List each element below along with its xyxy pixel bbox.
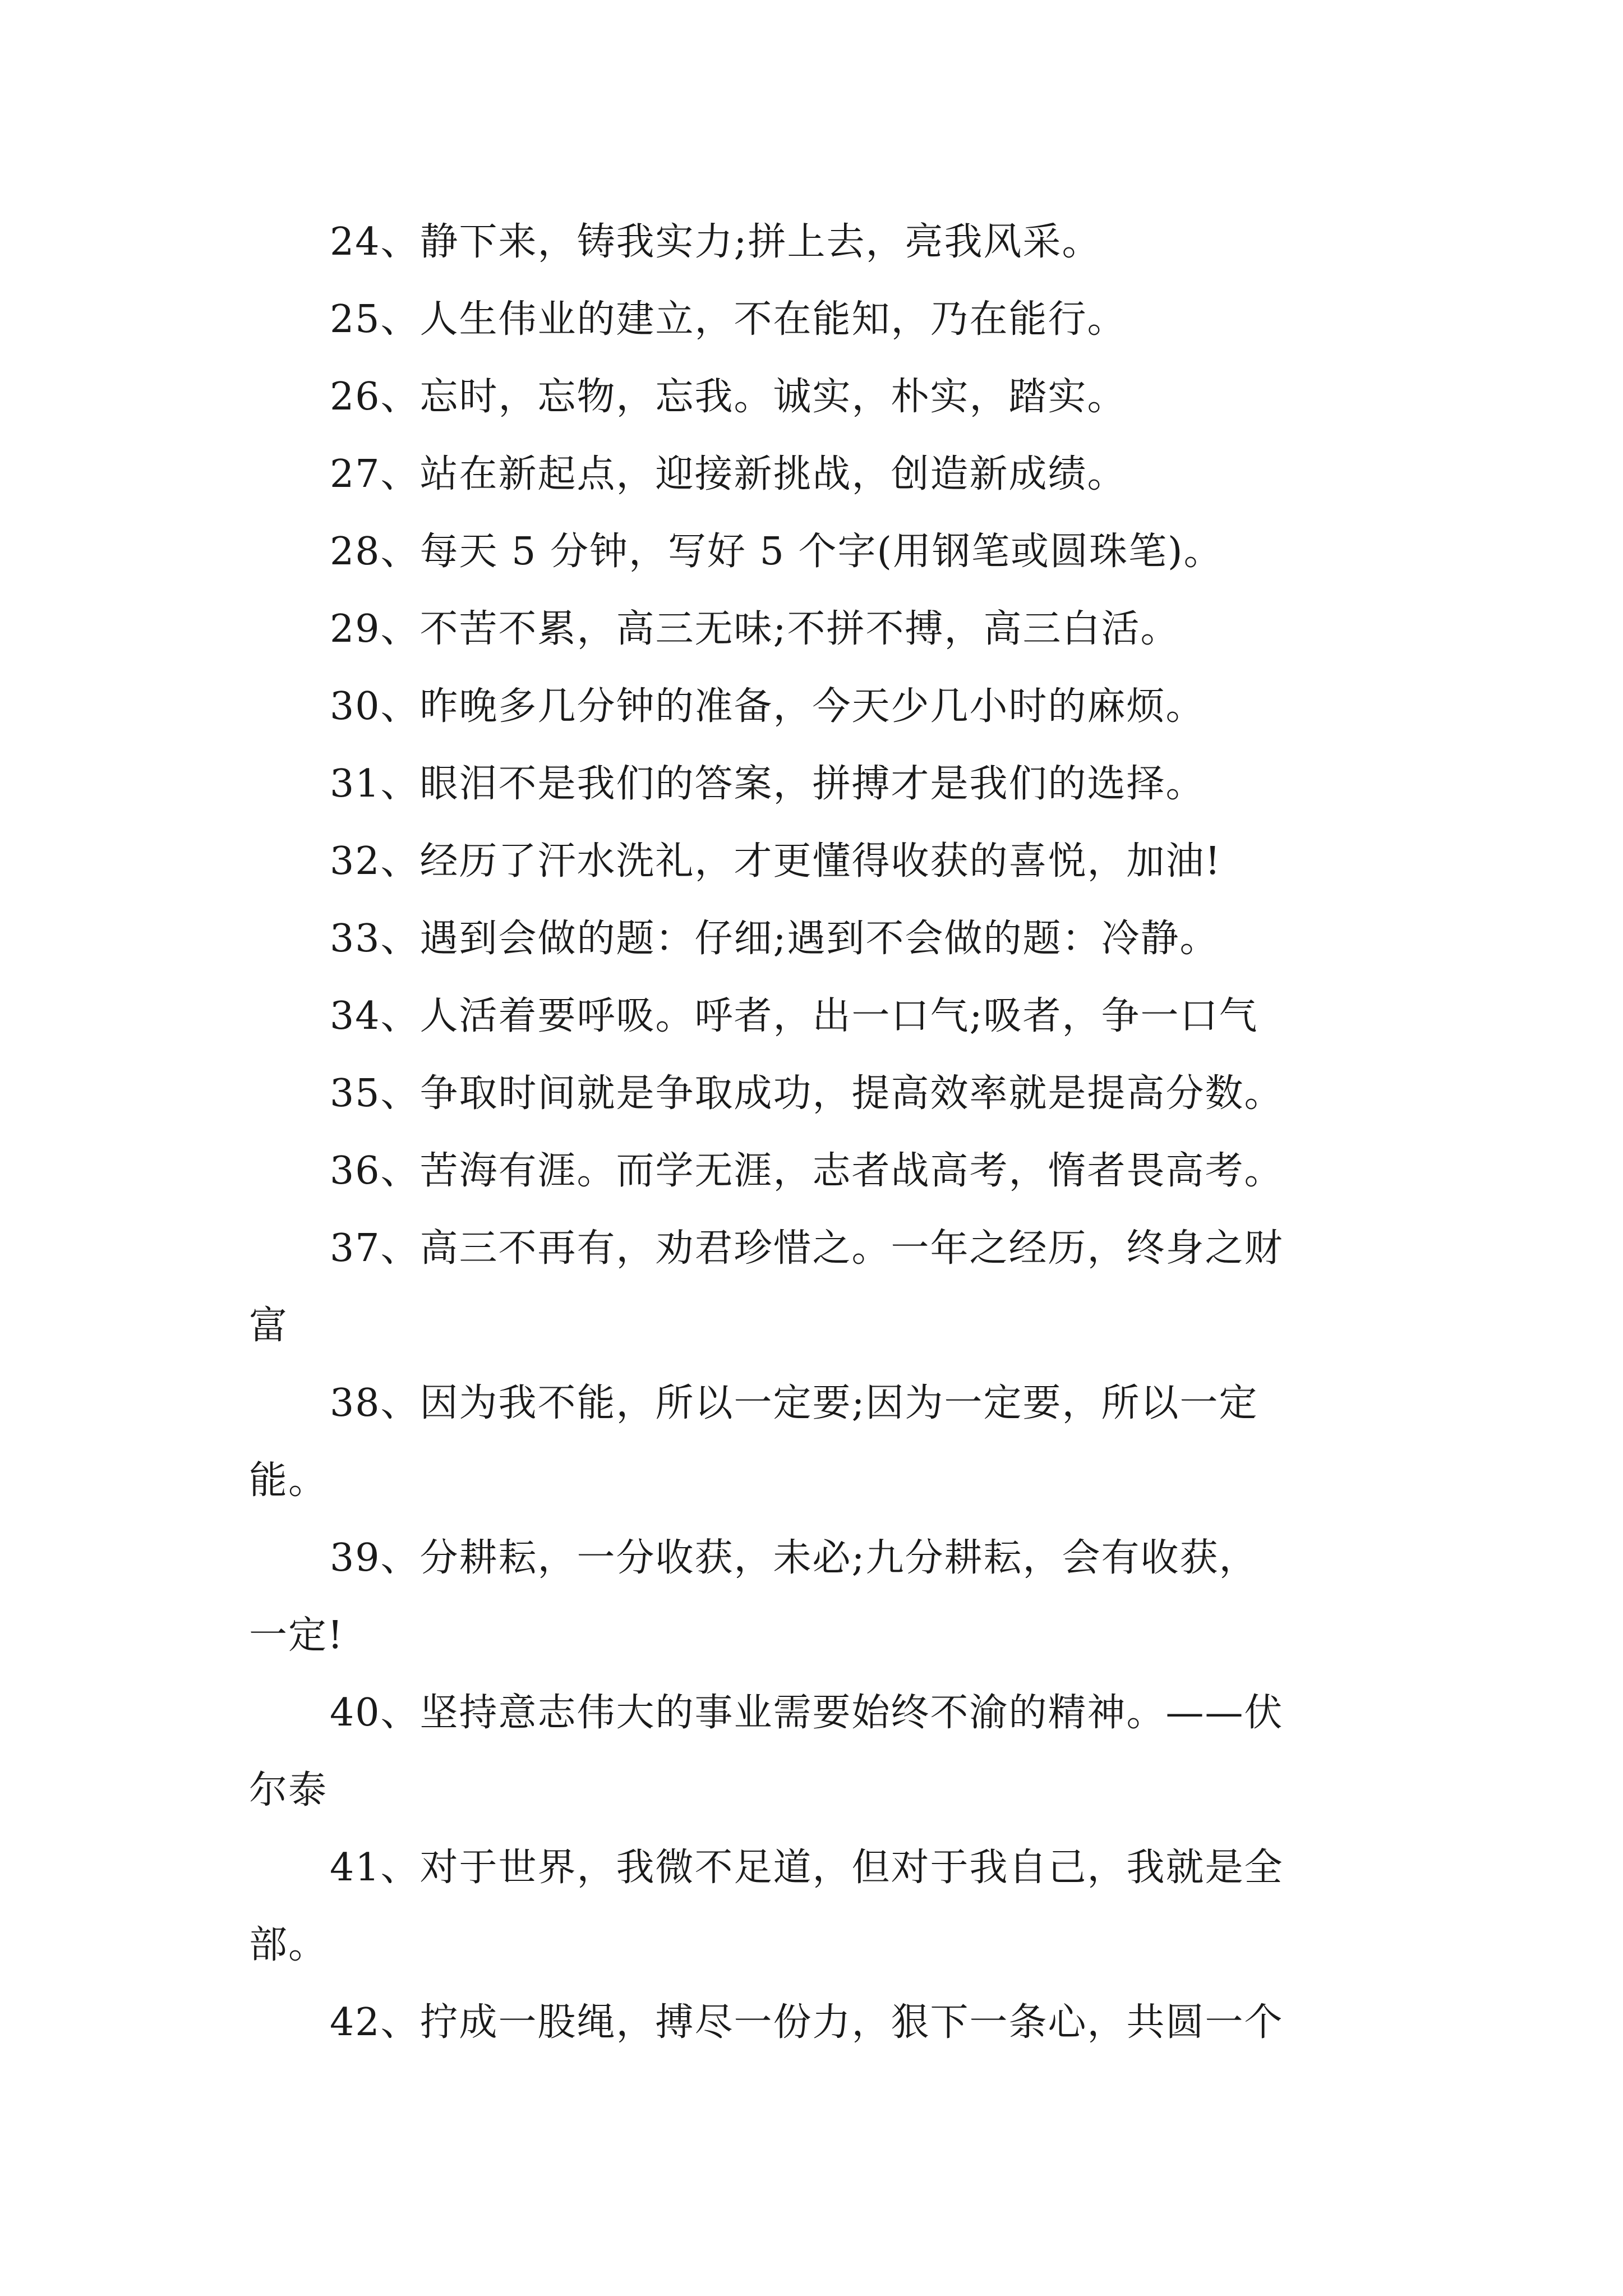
quote-line-34: 34、人活着要呼吸。呼者，出一口气;吸者，争一口气 xyxy=(330,994,1258,1038)
quote-line-28: 28、每天 5 分钟，写好 5 个字(用钢笔或圆珠笔)。 xyxy=(330,530,1223,574)
quote-line-30: 30、昨晚多几分钟的准备，今天少几小时的麻烦。 xyxy=(330,684,1205,729)
quote-line-39: 39、分耕耘，一分收获，未必;九分耕耘，会有收获， xyxy=(330,1536,1258,1580)
quote-line-32: 32、经历了汗水洗礼，才更懂得收获的喜悦，加油! xyxy=(330,839,1221,884)
quote-line-24: 24、静下来，铸我实力;拼上去，亮我风采。 xyxy=(330,220,1101,264)
quote-line-25: 25、人生伟业的建立，不在能知，乃在能行。 xyxy=(330,297,1127,342)
quote-line-37-continued: 富 xyxy=(249,1304,289,1348)
quote-line-42: 42、拧成一股绳，搏尽一份力，狠下一条心，共圆一个 xyxy=(330,2000,1284,2045)
quote-line-37: 37、高三不再有，劝君珍惜之。一年之经历，终身之财 xyxy=(330,1226,1284,1271)
quote-line-39-continued: 一定! xyxy=(249,1613,344,1658)
quote-line-40: 40、坚持意志伟大的事业需要始终不渝的精神。——伏 xyxy=(330,1691,1284,1735)
quote-line-36: 36、苦海有涯。而学无涯，志者战高考，惰者畏高考。 xyxy=(330,1149,1284,1193)
quote-line-31: 31、眼泪不是我们的答案，拼搏才是我们的选择。 xyxy=(330,762,1205,806)
quote-line-27: 27、站在新起点，迎接新挑战，创造新成绩。 xyxy=(330,452,1127,496)
quote-line-41: 41、对于世界，我微不足道，但对于我自己，我就是全 xyxy=(330,1846,1284,1890)
quote-line-26: 26、忘时，忘物，忘我。诚实，朴实，踏实。 xyxy=(330,375,1127,419)
quote-line-40-continued: 尔泰 xyxy=(249,1768,328,1812)
quote-line-33: 33、遇到会做的题：仔细;遇到不会做的题：冷静。 xyxy=(330,917,1219,961)
quote-line-35: 35、争取时间就是争取成功，提高效率就是提高分数。 xyxy=(330,1071,1284,1116)
quote-line-29: 29、不苦不累，高三无味;不拼不搏，高三白活。 xyxy=(330,607,1180,651)
quote-line-38-continued: 能。 xyxy=(249,1458,328,1503)
quote-line-41-continued: 部。 xyxy=(249,1923,328,1967)
quote-line-38: 38、因为我不能，所以一定要;因为一定要，所以一定 xyxy=(330,1381,1258,1425)
